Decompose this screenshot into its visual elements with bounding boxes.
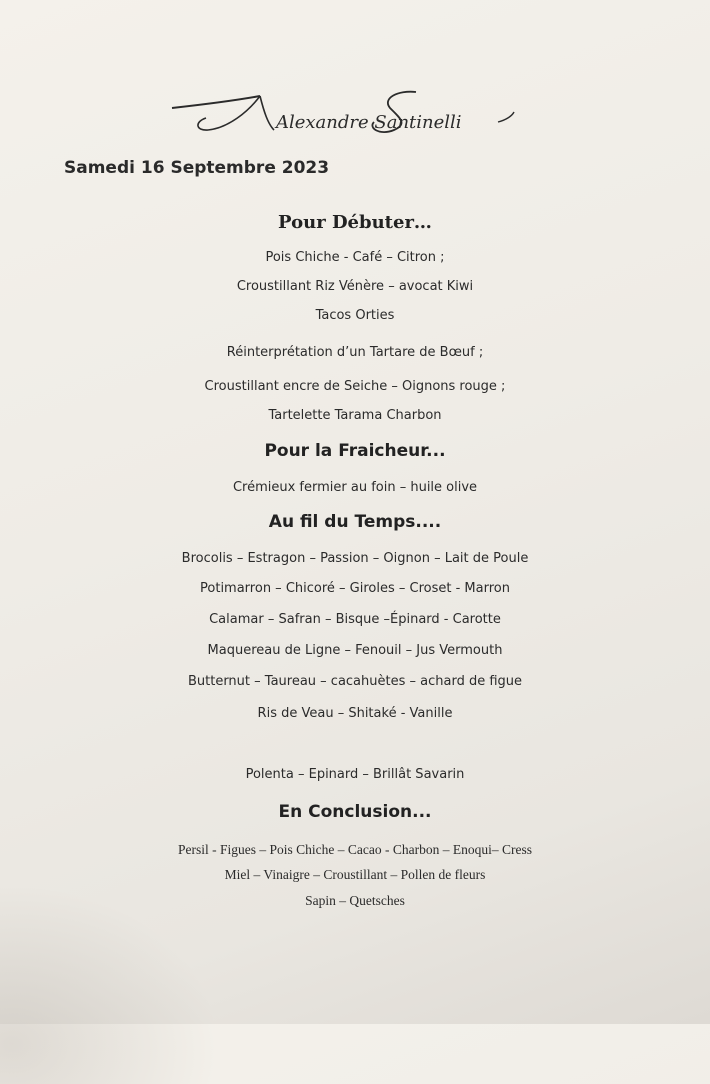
menu-item: Pois Chiche - Café – Citron ; <box>265 250 445 265</box>
menu-item: Potimarron – Chicoré – Giroles – Croset - Marron <box>200 581 510 596</box>
menu-item: Miel – Vinaigre – Croustillant – Pollen de fleurs <box>224 867 486 882</box>
signature-text-part1: Alexandre Santinelli <box>276 112 462 133</box>
menu-item: Persil - Figues – Pois Chiche – Cacao - Charbon – Enoqui– Cress <box>178 842 532 857</box>
menu-item: Crémieux fermier au foin – huile olive <box>232 480 478 495</box>
menu-item: Réinterprétation d’un Tartare de Bœuf ; <box>226 345 484 360</box>
menu-item: Maquereau de Ligne – Fenouil – Jus Vermouth <box>207 643 503 658</box>
menu-date: Samedi 16 Septembre 2023 <box>64 158 330 178</box>
menu-item: Tartelette Tarama Charbon <box>268 408 442 423</box>
menu-item: Tacos Orties <box>315 308 395 323</box>
menu-item: Croustillant Riz Vénère – avocat Kiwi <box>236 279 474 294</box>
paper-shadow <box>0 884 220 1084</box>
menu-item: Butternut – Taureau – cacahuètes – achard de figue <box>187 674 523 689</box>
menu-item: Brocolis – Estragon – Passion – Oignon – Lait de Poule <box>181 551 529 566</box>
menu-item: Croustillant encre de Seiche – Oignons rouge ; <box>204 379 506 394</box>
section-title-temps: Au fil du Temps.... <box>268 512 442 532</box>
menu-item: Calamar – Safran – Bisque –Épinard - Carotte <box>209 612 501 627</box>
menu-item: Sapin – Quetsches <box>305 893 405 908</box>
menu-item: Ris de Veau – Shitaké - Vanille <box>257 706 453 721</box>
menu-item: Polenta – Epinard – Brillât Savarin <box>245 767 465 782</box>
section-title-debuter: Pour Débuter… <box>278 212 432 233</box>
chef-signature <box>168 82 518 142</box>
section-title-conclusion: En Conclusion... <box>278 802 432 822</box>
section-title-fraicheur: Pour la Fraicheur... <box>264 441 446 461</box>
